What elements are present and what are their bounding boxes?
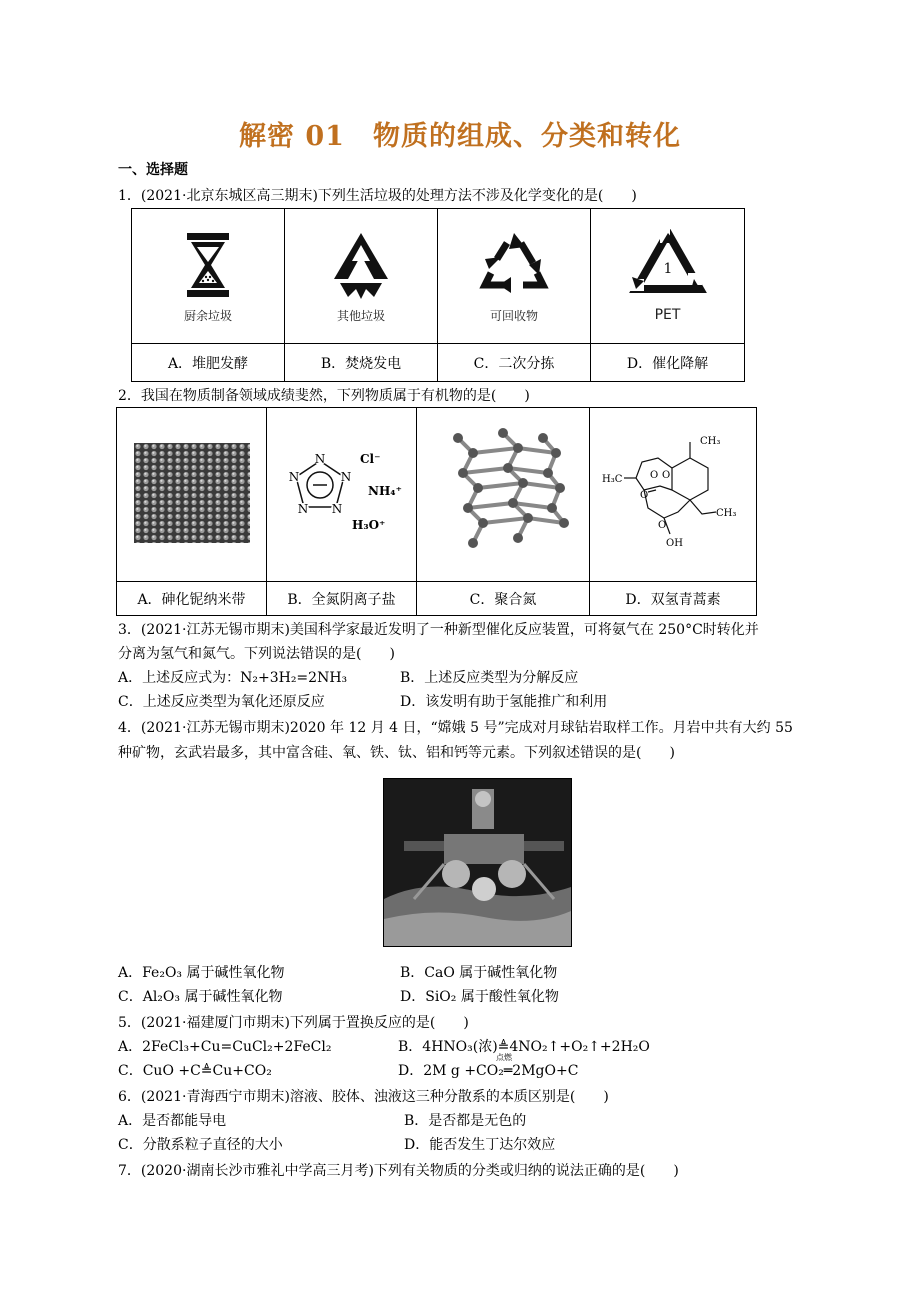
option-d: D．2M g +CO₂═2MgO+C [398, 1063, 579, 1079]
icon-caption: 厨余垃圾 [183, 308, 232, 323]
nitrogen-salt-cell [267, 408, 417, 582]
lunar-probe-photo [383, 778, 572, 947]
pet-recycle-icon [628, 229, 708, 301]
option-b: B．是否都是无色的 [404, 1113, 527, 1129]
option-d: D．SiO₂ 属于酸性氧化物 [400, 989, 559, 1005]
hydroxyl-label: OH [666, 537, 683, 549]
option-d: D．该发明有助于氢能推广和利用 [400, 694, 608, 710]
option-c: C．二次分拣 [438, 344, 591, 382]
question-4-stem-line2: 种矿物，玄武岩最多，其中富含硅、氧、铁、钛、铝和钙等元素。下列叙述错误的是( ) [118, 745, 675, 761]
option-a: A．是否都能导电 [118, 1113, 227, 1129]
n-atom-label: N [288, 469, 299, 484]
methyl-label: H₃C [602, 473, 623, 485]
nanobelt-cell [117, 408, 267, 582]
pentazolate-structure [272, 433, 412, 553]
option-b: B．焚烧发电 [285, 344, 438, 382]
option-b: B．上述反应类型为分解反应 [400, 670, 579, 686]
icon-caption: 可回收物 [489, 308, 538, 323]
option-a: A．上述反应式为：N₂+3H₂=2NH₃ [118, 670, 348, 686]
question-7-stem: 7．(2020·湖南长沙市雅礼中学高三月考)下列有关物质的分类或归纳的说法正确的是( ) [118, 1163, 679, 1179]
question-1-table [131, 208, 745, 382]
chloride-label: Cl⁻ [359, 451, 380, 466]
methyl-label: CH₃ [700, 435, 721, 447]
question-2-stem: 2．我国在物质制备领域成绩斐然，下列物质属于有机物的是( ) [118, 388, 530, 404]
recycle-icon [477, 229, 551, 301]
methyl-label: CH₃ [716, 507, 737, 519]
kitchen-waste-cell [132, 209, 285, 344]
oxygen-label: O [658, 519, 667, 531]
dihydroartemisinin-structure [598, 428, 748, 558]
page-title: 解密 01 物质的组成、分类和转化 [239, 121, 681, 152]
option-b: B．4HNO₃(浓)≜4NO₂↑+O₂↑+2H₂O [398, 1039, 650, 1055]
option-a: A．砷化铌纳米带 [117, 582, 267, 616]
n-atom-label: N [297, 501, 308, 516]
pet-code-number: 1 [663, 261, 672, 277]
reaction-condition: 点燃 [496, 1053, 512, 1062]
question-6-stem: 6．(2021·青海西宁市期末)溶液、胶体、浊液这三种分散系的本质区别是( ) [118, 1089, 609, 1105]
option-a: A．Fe₂O₃ 属于碱性氧化物 [118, 965, 285, 981]
icon-caption: PET [654, 307, 681, 323]
n-atom-label: N [331, 501, 342, 516]
option-a: A．2FeCl₃+Cu=CuCl₂+2FeCl₂ [118, 1039, 332, 1055]
oxygen-label: O [662, 469, 671, 481]
question-1-stem: 1．(2021·北京东城区高三期末)下列生活垃圾的处理方法不涉及化学变化的是( ) [118, 188, 637, 204]
oxygen-label: O [640, 489, 649, 501]
option-c: C．CuO +C≜Cu+CO₂ [118, 1063, 272, 1079]
oxygen-label: O [650, 469, 659, 481]
hydronium-label: H₃O⁺ [351, 517, 385, 532]
question-5-stem: 5．(2021·福建厦门市期末)下列属于置换反应的是( ) [118, 1015, 469, 1031]
section-heading: 一、选择题 [118, 162, 188, 178]
recyclable-cell [438, 209, 591, 344]
question-3-stem-line1: 3．(2021·江苏无锡市期末)美国科学家最近发明了一种新型催化反应装置，可将氨气在 250°C时转化并 [118, 622, 759, 638]
option-c: C．分散系粒子直径的大小 [118, 1137, 283, 1153]
option-c: C．上述反应类型为氧化还原反应 [118, 694, 325, 710]
n-atom-label: N [314, 451, 325, 466]
option-c: C．Al₂O₃ 属于碱性氧化物 [118, 989, 283, 1005]
ammonium-label: NH₄⁺ [367, 483, 402, 498]
n-atom-label: N [340, 469, 351, 484]
option-d: D．双氢青蒿素 [590, 582, 757, 616]
option-b: B．CaO 属于碱性氧化物 [400, 965, 558, 981]
hourglass-kitchen-waste-icon [173, 229, 243, 301]
other-waste-cell [285, 209, 438, 344]
question-2-table [116, 407, 757, 616]
option-d: D．催化降解 [591, 344, 745, 382]
polymeric-nitrogen-cell [417, 408, 590, 582]
question-4-stem-line1: 4．(2021·江苏无锡市期末)2020 年 12 月 4 日，“嫦娥 5 号”完成对月球钻岩取样工作。月岩中共有大约 55 [118, 720, 793, 736]
icon-caption: 其他垃圾 [336, 308, 385, 323]
dihydroartemisinin-cell [590, 408, 757, 582]
polymeric-nitrogen-structure [428, 418, 578, 568]
option-d: D．能否发生丁达尔效应 [404, 1137, 556, 1153]
nanobelt-image [134, 443, 250, 543]
question-3-stem-line2: 分离为氢气和氮气。下列说法错误的是( ) [118, 646, 395, 662]
option-c: C．聚合氮 [417, 582, 590, 616]
other-waste-icon [326, 229, 396, 301]
option-a: A．堆肥发酵 [132, 344, 285, 382]
option-b: B．全氮阴离子盐 [267, 582, 417, 616]
pet-cell [591, 209, 745, 344]
